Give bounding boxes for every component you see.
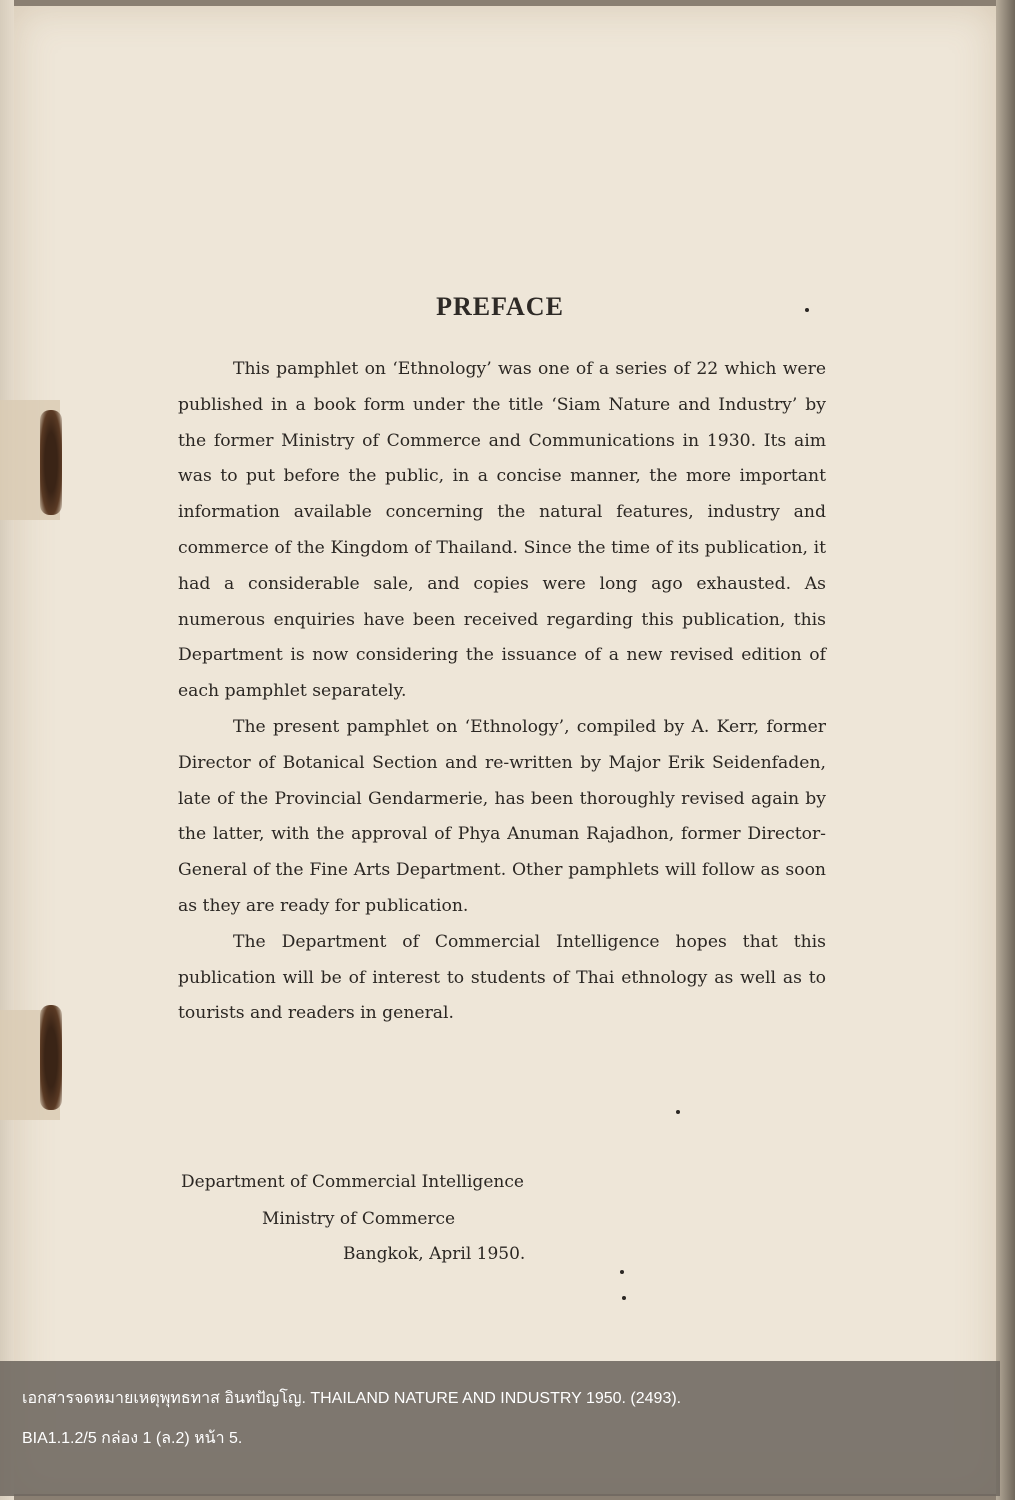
caption-line-1: เอกสารจดหมายเหตุพุทธทาส อินทปัญโญ. THAILAND NATURE AND INDUSTRY 1950. (2493). — [22, 1390, 682, 1407]
signature-department: Department of Commercial Intelligence — [181, 1172, 524, 1192]
paper-speck — [622, 1296, 626, 1300]
page-right-edge — [996, 0, 1015, 1500]
paper-speck — [676, 1110, 680, 1114]
paper-speck — [805, 308, 809, 312]
paragraph: The Department of Commercial Intelligence hopes that this publication will be of interest to students of Thai ethnology as well as to tourists and readers in general. — [178, 931, 826, 1024]
staple-bottom — [40, 1005, 62, 1110]
signature-ministry: Ministry of Commerce — [262, 1209, 456, 1229]
document-body — [178, 352, 826, 1032]
page-title: PREFACE — [436, 292, 564, 321]
signature-place-date: Bangkok, April 1950. — [343, 1244, 526, 1264]
page-left-edge — [0, 0, 14, 1500]
paper-speck — [620, 1270, 624, 1274]
archive-caption — [0, 1361, 1000, 1496]
staple-top — [40, 410, 62, 515]
caption-line-2: BIA1.1.2/5 กล่อง 1 (ล.2) หน้า 5. — [22, 1430, 243, 1447]
paragraph: The present pamphlet on ‘Ethnology’, compiled by A. Kerr, former Director of Botanical Section and re-written by Major Erik Seidenfaden, late of the Provincial Gendarmerie, has been thoroughly revised again by the latter, with the approval of Phya Anuman Rajadhon, former Director-General of the Fine Arts Department. Other pamphlets will follow as soon as they are ready for publication. — [178, 716, 826, 916]
paragraph: This pamphlet on ‘Ethnology’ was one of a series of 22 which were published in a book form under the title ‘Siam Nature and Industry’ by the former Ministry of Commerce and Communications in 1930. Its aim was to put before the public, in a concise manner, the more important information available concerning the natural features, industry and commerce of the Kingdom of Thailand. Since the time of its publication, it had a considerable sale, and copies were long ago exhausted. As numerous enquiries have been received regarding this publication, this Department is now considering the issuance of a new revised edition of each pamphlet separately. — [178, 359, 826, 702]
